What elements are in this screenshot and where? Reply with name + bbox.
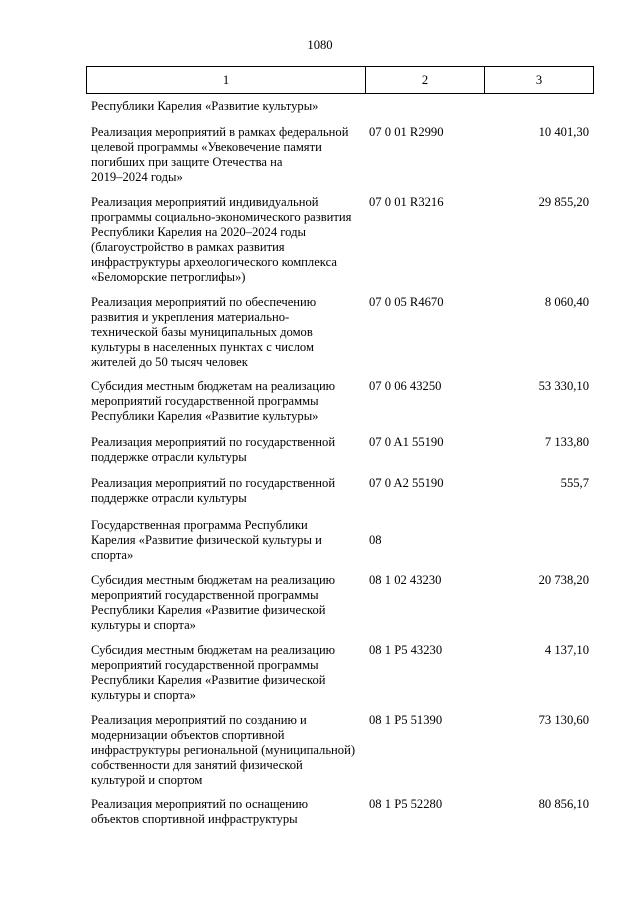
row-code: 08 1 P5 52280	[369, 797, 443, 811]
row-code: 07 0 06 43250	[369, 379, 442, 393]
header-col-3: 3	[535, 72, 543, 87]
row-code: 07 0 01 R3216	[369, 195, 444, 209]
row-amount: 80 856,10	[538, 797, 589, 811]
row-amount: 73 130,60	[538, 713, 589, 727]
row-amount: 555,7	[560, 476, 589, 490]
row-amount: 29 855,20	[538, 195, 589, 209]
row-amount: 20 738,20	[538, 573, 589, 587]
row-code: 08 1 P5 43230	[369, 643, 443, 657]
page-number: 1080	[307, 38, 333, 52]
row-name: Реализация мероприятий по обеспечению развития и укрепления материально- технической базы муниципальных домов культуры в населенных пунктах с числом жителей до 50 тысяч человек	[91, 295, 317, 369]
header-col-1: 1	[87, 67, 366, 93]
row-name: Субсидия местным бюджетам на реализацию мероприятий государственной программы Республики Карелия «Развитие культуры»	[91, 379, 336, 423]
row-code: 08 1 P5 51390	[369, 713, 443, 727]
table-header	[86, 66, 594, 94]
row-code: 07 0 A1 55190	[369, 435, 444, 449]
row-amount: 53 330,10	[538, 379, 589, 393]
row-amount: 8 060,40	[544, 295, 589, 309]
row-name: Государственная программа Республики Карелия «Развитие физической культуры и спорта»	[91, 518, 322, 562]
row-amount: 4 137,10	[544, 643, 589, 657]
row-name: Реализация мероприятий по созданию и модернизации объектов спортивной инфраструктуры региональной (муниципальной) собственности для занятий физической культурой и спортом	[91, 713, 356, 787]
row-name: Республики Карелия «Развитие культуры»	[91, 99, 319, 113]
row-name: Реализация мероприятий по государственной поддержке отрасли культуры	[91, 476, 336, 505]
row-name: Реализация мероприятий по государственной поддержке отрасли культуры	[91, 435, 336, 464]
row-amount: 7 133,80	[544, 435, 589, 449]
row-name: Реализация мероприятий индивидуальной программы социально-экономического развития Республики Карелия на 2020–2024 годы (благоустройство в рамках развития инфраструктуры археологического комплекса «Беломорские петроглифы»)	[91, 195, 352, 284]
row-name: Реализация мероприятий в рамках федеральной целевой программы «Увековечение памяти погибших при защите Отечества на 2019–2024 годы»	[91, 125, 349, 184]
row-name: Субсидия местным бюджетам на реализацию мероприятий государственной программы Республики Карелия «Развитие физической культуры и спорта»	[91, 643, 336, 702]
row-name: Реализация мероприятий по оснащению объектов спортивной инфраструктуры	[91, 797, 309, 826]
row-code: 07 0 01 R2990	[369, 125, 444, 139]
row-code: 08 1 02 43230	[369, 573, 442, 587]
row-code: 07 0 A2 55190	[369, 476, 444, 490]
header-col-2: 2	[366, 67, 485, 93]
row-code: 07 0 05 R4670	[369, 295, 444, 309]
row-amount: 10 401,30	[538, 125, 589, 139]
row-name: Субсидия местным бюджетам на реализацию мероприятий государственной программы Республики Карелия «Развитие физической культуры и спорта»	[91, 573, 336, 632]
row-code: 08	[369, 533, 382, 547]
